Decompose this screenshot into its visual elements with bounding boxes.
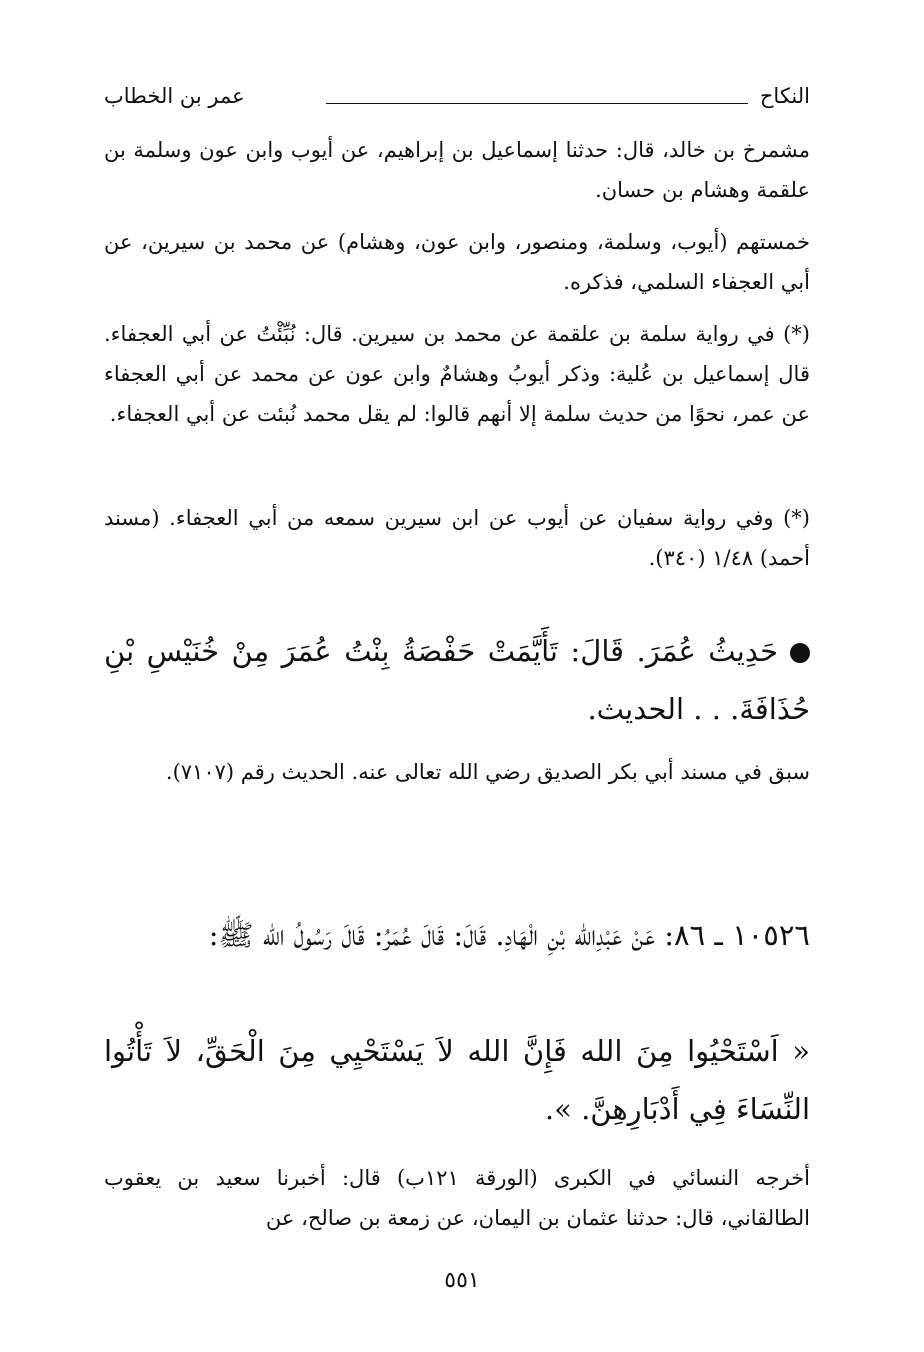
page-header [104,84,810,124]
narrators-paragraph: خمستهم (أيوب، وسلمة، ومنصور، وابن عون، وهشام) عن محمد بن سيرين، عن أبي العجفاء السلمي، فذكره. [104,230,810,294]
hadith-heading-text: حَدِيثُ عُمَرَ. قَالَ: تَأَيَّمَتْ حَفْصَةُ بِنْتُ عُمَرَ مِنْ خُنَيْسِ بْنِ حُذَافَةَ. . . الحديث. [104,634,810,726]
cross-reference-paragraph: سبق في مسند أبي بكر الصديق رضي الله تعالى عنه. الحديث رقم (٧١٠٧). [165,760,810,784]
source-chain-paragraph: مشمرخ بن خالد، قال: حدثنا إسماعيل بن إبراهيم، عن أيوب وابن عون وسلمة بن علقمة وهشام بن حسان. [104,138,810,202]
takhrij-paragraph: أخرجه النسائي في الكبرى (الورقة ١٢١ب) قال: أخبرنا سعيد بن يعقوب الطالقاني، قال: حدثنا عثمان بن اليمان، عن زمعة بن صالح، عن [104,1166,810,1230]
section-title: النكاح [759,84,810,108]
hadith-heading-hafsa [104,622,810,738]
header-rule [326,103,748,104]
hadith-number-heading: ١٠٥٢٦ ـ ٨٦: عَنْ عَبْدِالله بْنِ الْهَادِ. قَالَ: قَالَ عُمَرُ: قَالَ رَسُولُ الله ﷺ: [208,918,810,952]
page-number: ٥٥١ [444,1268,480,1293]
note-paragraph-salama: (*) في رواية سلمة بن علقمة عن محمد بن سيرين. قال: نُبِّئْتُ عن أبي العجفاء. قال إسماعيل بن عُلية: وذكر أيوبُ وهشامٌ وابن عون عن محمد عن أبي العجفاء عن عمر، نحوًا من حديث سلمة إلا أنهم قالوا: لم يقل محمد نُبئت عن أبي العجفاء. [104,322,810,426]
bullet-icon [790,643,810,663]
running-title: عمر بن الخطاب [104,84,245,108]
note-paragraph-sufyan: (*) وفي رواية سفيان عن أيوب عن ابن سيرين سمعه من أبي العجفاء. (مسند أحمد) ١/٤٨ (٣٤٠). [104,506,810,570]
hadith-text: « اَسْتَحْيُوا مِنَ الله فَإِنَّ الله لاَ يَسْتَحْيِي مِنَ الْحَقِّ، لاَ تَأْتُوا النِّسَاءَ فِي أَدْبَارِهِنَّ. ». [104,1034,810,1126]
